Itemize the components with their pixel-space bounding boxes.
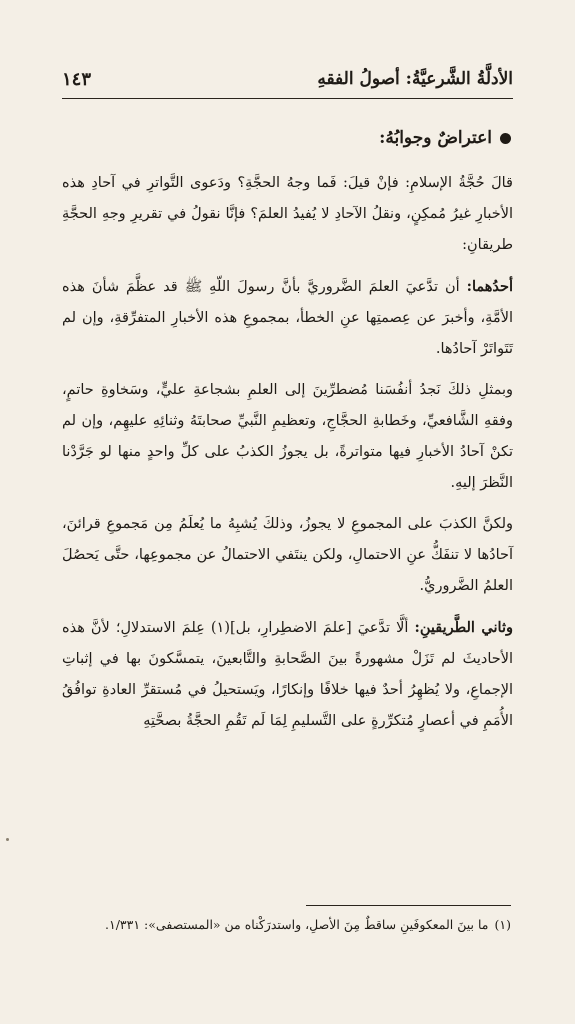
paragraph-text: وبمثلِ ذلكَ نَجدُ أنفُسَنا مُضطرِّينَ إلى العلمِ بشجاعةِ عليٍّ، وسَخاوةِ حاتمٍ، وفقهِ الشَّافعيِّ، وخَطابةِ الحجَّاجِ، وتعظيمِ النَّبيِّ صحابتَهُ وثنائِهِ عليهِم، وإن لم تكنْ آحادُ الأخبارِ فيها متواترةً، بل يجوزُ الكذبُ على كلِّ واحدٍ منها لو جَرَّدْنا النَّظرَ إليهِ. [62,382,513,491]
section-heading-text: اعتراضٌ وجوابُهُ: [379,128,492,148]
margin-speck [6,838,9,841]
bullet-icon [500,133,511,144]
footnote-marker: (١) [494,917,511,932]
paragraph-lead: وثاني الطَّريقينِ: [414,619,513,636]
paragraph [62,375,513,499]
header-rule [62,98,513,99]
footnote-rule [306,905,511,906]
footnote-text: ما بينَ المعكوفَينِ ساقطٌ مِنَ الأصلِ، واستدرَكْناه من «المستصفى»: ١/٣٣١. [105,917,489,932]
paragraph [62,271,513,365]
section-heading [379,128,511,148]
page-header [62,64,513,94]
page-number: ١٤٣ [62,68,92,90]
paragraph [62,509,513,602]
footnote [62,914,511,936]
paragraph-lead: أحدُهما: [466,278,513,295]
running-title: الأدلَّةُ الشَّرعيَّةُ: أصولُ الفقهِ [317,69,513,89]
paragraph-text: قالَ حُجَّةُ الإسلامِ: فإنْ قيلَ: فَما وجهُ الحجَّةِ؟ ودَعوى التَّواترِ في آحادِ هذه الأخبارِ غيرُ مُمكِنٍ، ونقلُ الآحادِ لا يُفيدُ العلمَ؟ فإنَّا نقولُ في تقريرِ وجهِ الحجَّةِ طريقانِ: [62,175,513,253]
paragraph-text: أن تدَّعيَ العلمَ الضَّروريَّ بأنَّ رسولَ اللّهِ ﷺ قد عظَّمَ شأنَ هذه الأمَّةِ، وأخبرَ عن عِصمتِها عنِ الخطأ، بمجموعِ هذه الأخبارِ المتفرِّقةِ، وإن لم تَتَواتَرْ آحادُها. [62,279,513,357]
paragraph [62,612,513,737]
paragraph [62,168,513,261]
body-text [62,168,513,747]
paragraph-text: ولكنَّ الكذبَ على المجموعِ لا يجوزُ، وذلكَ يُشبِهُ ما يُعلَمُ مِن مَجموعِ قرائنَ، آحادُها لا تنفَكُّ عنِ الاحتمالِ، ولكن ينتَفي الاحتمالُ عن مجموعِها، حتَّى يَحصُلَ العلمُ الضَّروريُّ. [62,516,513,594]
paragraph-text: ألَّا تدَّعيَ [علمَ الاضطِرارِ، بل](١) عِلمَ الاستدلالِ؛ لأنَّ هذه الأحاديثَ لم تَزَلْ مشهورةً بينَ الصَّحابةِ والتَّابعينَ، يتمسَّكونَ بها في إثباتِ الإجماعِ، ولا يُظهِرُ أحدٌ فيها خلافًا وإنكارًا، ويَستحيلُ في مُستقرِّ العادةِ توافُقُ الأُمَمِ في أعصارٍ مُتكرِّرةٍ على التَّسليمِ لِمَا لَم تَقُمِ الحجَّةُ بصحَّتِهِ [62,620,513,729]
